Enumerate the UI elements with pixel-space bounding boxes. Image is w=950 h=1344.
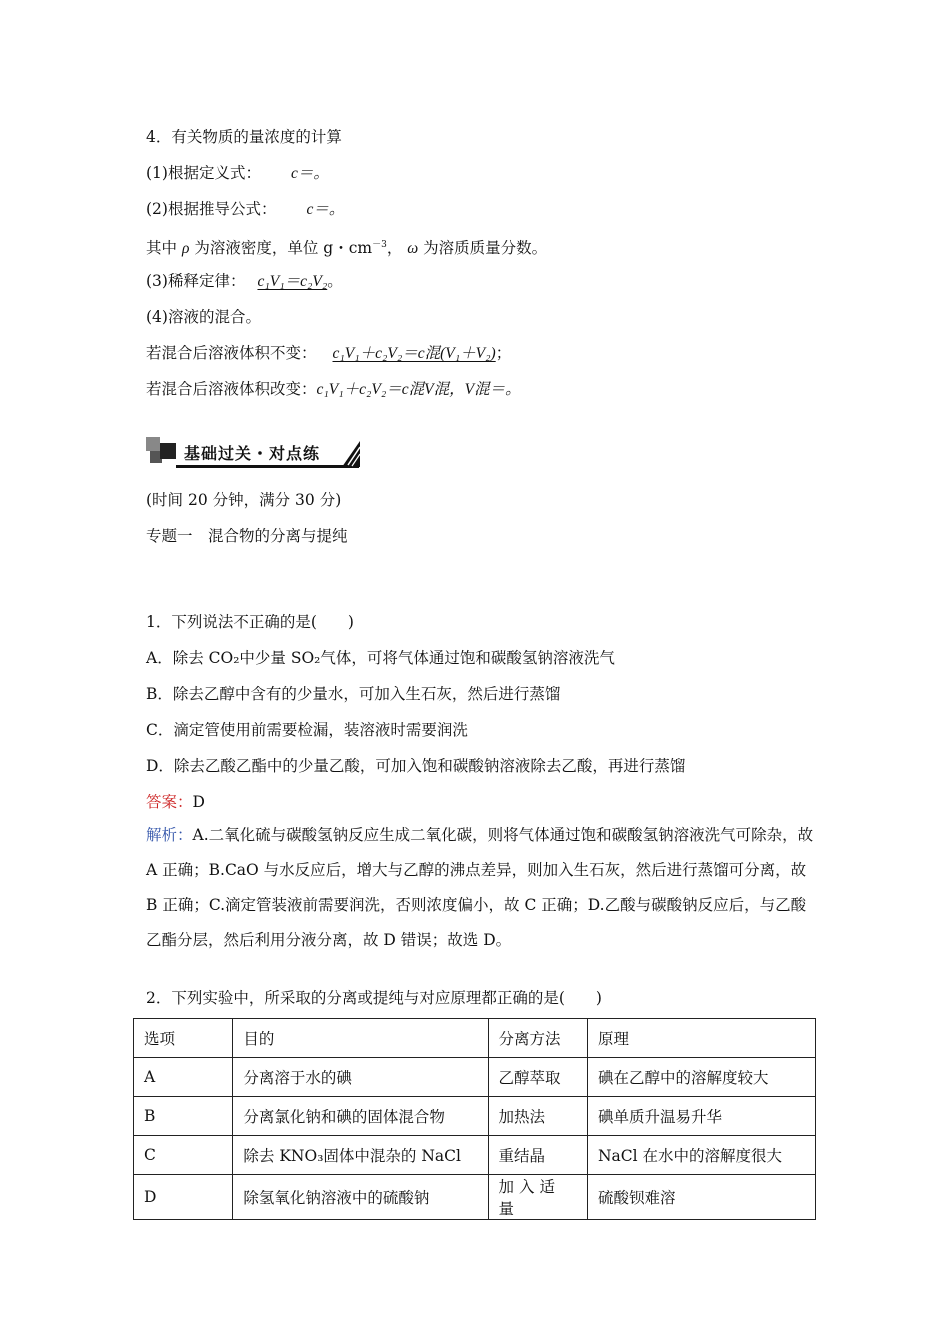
punct: 。 (327, 272, 343, 290)
table-cell: 分离溶于水的碘 (233, 1058, 488, 1097)
mixing-changed (146, 379, 521, 400)
table-row (134, 1058, 816, 1097)
table-header: 分离方法 (488, 1019, 587, 1058)
note-text: 为溶质质量分数。 (423, 239, 548, 257)
table-header-row (134, 1019, 816, 1058)
table-cell: 乙醇萃取 (488, 1058, 587, 1097)
time-limit: (时间 20 分钟，满分 30 分) (146, 491, 342, 509)
option-a: A．除去 CO₂中少量 SO₂气体，可将气体通过饱和碳酸氢钠溶液洗气 (146, 649, 615, 667)
formula-label: 若混合后溶液体积改变： (146, 380, 317, 398)
punct: ； (495, 344, 512, 362)
dilution-law (146, 271, 343, 292)
formula-line-2 (146, 199, 344, 220)
note-text: ， (386, 239, 403, 257)
formula-label: (2)根据推导公式： (146, 200, 277, 218)
pen-stripe-icon (338, 439, 360, 467)
section-banner (146, 437, 361, 469)
mixing-title: (4)溶液的混合。 (146, 308, 261, 326)
table-row (134, 1097, 816, 1136)
table-cell: 除去 KNO₃固体中混杂的 NaCl (233, 1136, 488, 1175)
table-cell: C (134, 1136, 233, 1175)
option-c: C．滴定管使用前需要检漏，装溶液时需要润洗 (146, 721, 468, 739)
formula-label: (1)根据定义式： (146, 164, 261, 182)
section-title: 4．有关物质的量浓度的计算 (146, 128, 342, 146)
answer-value: D (192, 793, 205, 811)
question-stem: 1．下列说法不正确的是( ) (146, 613, 354, 631)
table-header: 目的 (233, 1019, 488, 1058)
analysis-label: 解析： (146, 826, 193, 844)
analysis-paragraph (146, 818, 814, 958)
formula-label: 若混合后溶液体积不变： (146, 344, 317, 362)
table-cell: A (134, 1058, 233, 1097)
table-cell: D (134, 1175, 233, 1220)
separation-table (133, 1018, 816, 1220)
banner-title: 基础过关・对点练 (184, 444, 321, 463)
table-cell: 分离氯化钠和碘的固体混合物 (233, 1097, 488, 1136)
topic-title: 专题一 混合物的分离与提纯 (146, 527, 348, 545)
option-d: D．除去乙酸乙酯中的少量乙酸，可加入饱和碳酸钠溶液除去乙酸，再进行蒸馏 (146, 757, 686, 775)
formula-label: (3)稀释定律： (146, 272, 246, 290)
formula: c＝。 (290, 165, 329, 182)
table-cell: 除氢氧化钠溶液中的硫酸钠 (233, 1175, 488, 1220)
formula: c₁V₁＋c₂V₂＝c混V混，V混＝。 (316, 381, 521, 398)
question-stem: 2．下列实验中，所采取的分离或提纯与对应原理都正确的是( ) (146, 989, 602, 1007)
rho-symbol: ρ (181, 240, 190, 257)
table-row (134, 1175, 816, 1220)
formula-line-1 (146, 163, 329, 184)
table-cell: 碘在乙醇中的溶解度较大 (587, 1058, 815, 1097)
table-row (134, 1136, 816, 1175)
table-cell: 硫酸钡难溶 (587, 1175, 815, 1220)
omega-symbol: ω (407, 240, 419, 257)
table-cell: 重结晶 (488, 1136, 587, 1175)
answer-line (146, 792, 205, 812)
formula: c＝。 (306, 201, 345, 218)
answer-label: 答案： (146, 793, 193, 811)
note-text: 其中 (146, 239, 178, 257)
note-text: 为溶液密度，单位 g・cm (194, 239, 373, 257)
table-cell: NaCl 在水中的溶解度很大 (587, 1136, 815, 1175)
exponent: －3 (372, 240, 387, 250)
mixing-constant (146, 343, 511, 364)
banner-square-icon (160, 443, 176, 459)
banner-square-icon (146, 437, 160, 451)
table-header: 选项 (134, 1019, 233, 1058)
analysis-text: A.二氧化硫与碳酸氢钠反应生成二氧化碳，则将气体通过饱和碳酸氢钠溶液洗气可除杂，故 A 正确；B.CaO 与水反应后，增大与乙醇的沸点差异，则加入生石灰，然后进行蒸馏可分离，故 B 正确；C.滴定管装液前需要润洗，否则浓度偏小，故 C 正确；D.乙酸与碳酸钠反应后，与乙酸乙酯分层，然后利用分液分离，故 D 错误；故选 D。 (146, 826, 814, 949)
table-cell: 碘单质升温易升华 (587, 1097, 815, 1136)
formula: c₁V₁＝c₂V₂ (257, 273, 328, 290)
table-cell: 加热法 (488, 1097, 587, 1136)
formula: c₁V₁＋c₂V₂＝c混(V₁＋V₂) (332, 345, 496, 362)
table-cell: B (134, 1097, 233, 1136)
density-note (146, 235, 547, 259)
table-header: 原理 (587, 1019, 815, 1058)
table-cell: 加入适量 (488, 1175, 587, 1220)
option-b: B．除去乙醇中含有的少量水，可加入生石灰，然后进行蒸馏 (146, 685, 561, 703)
